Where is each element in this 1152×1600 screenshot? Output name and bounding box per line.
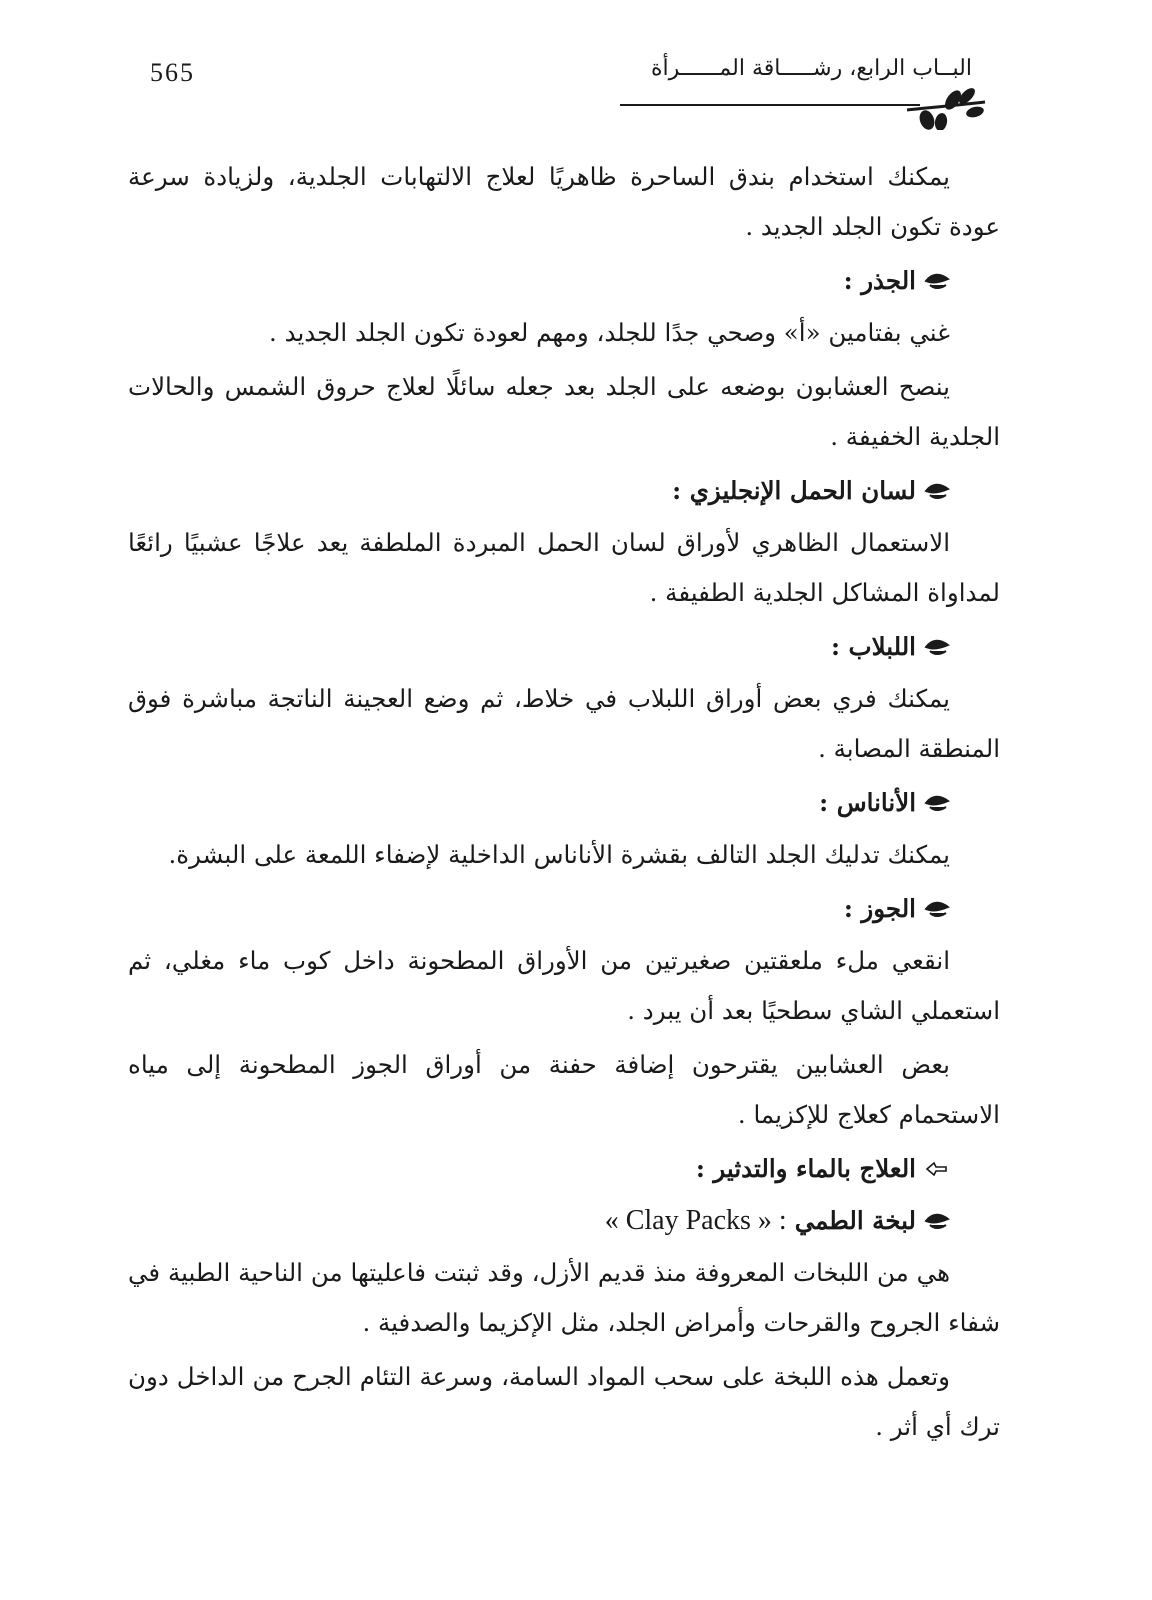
floral-bullet-icon bbox=[924, 272, 950, 290]
running-title: البــاب الرابع، رشـــــاقة المــــــرأة bbox=[650, 56, 972, 81]
paragraph: انقعي ملء ملعقتين صغيرتين من الأوراق المطحونة داخل كوب ماء مغلي، ثم استعملي الشاي سطحيًا بعد أن يبرد . bbox=[128, 946, 1000, 1025]
floral-bullet-icon bbox=[924, 1212, 950, 1230]
header-rule bbox=[620, 104, 920, 106]
floral-bullet-icon bbox=[924, 638, 950, 656]
section-heading bbox=[128, 884, 1000, 934]
leaf-branch-icon bbox=[905, 84, 990, 130]
paragraph: يمكنك تدليك الجلد التالف بقشرة الأناناس الداخلية لإضفاء اللمعة على البشرة. bbox=[168, 840, 950, 869]
paragraph: ينصح العشابون بوضعه على الجلد بعد جعله سائلًا لعلاج حروق الشمس والحالات الجلدية الخفيفة . bbox=[128, 372, 1000, 451]
paragraph: غني بفتامين «أ» وصحي جدًا للجلد، ومهم لعودة تكون الجلد الجديد . bbox=[269, 318, 950, 347]
heading-text: لبخة الطمي bbox=[794, 1206, 916, 1235]
paragraph: يمكنك استخدام بندق الساحرة ظاهريًا لعلاج الالتهابات الجلدية، ولزيادة سرعة عودة تكون الجلد الجديد . bbox=[128, 162, 1000, 241]
floral-bullet-icon bbox=[924, 794, 950, 812]
section-heading bbox=[128, 778, 1000, 828]
paragraph: يمكنك فري بعض أوراق اللبلاب في خلاط، ثم وضع العجينة الناتجة مباشرة فوق المنطقة المصابة . bbox=[128, 684, 1000, 763]
section-heading bbox=[128, 466, 1000, 516]
heading-text: الأناناس : bbox=[819, 788, 916, 817]
section-heading bbox=[128, 1144, 1000, 1194]
hand-pointer-icon bbox=[924, 1160, 950, 1178]
paragraph: وتعمل هذه اللبخة على سحب المواد السامة، وسرعة التئام الجرح من الداخل دون ترك أي أثر . bbox=[128, 1362, 1000, 1441]
paragraph: الاستعمال الظاهري لأوراق لسان الحمل المبردة الملطفة يعد علاجًا عشبيًا رائعًا لمداواة المشاكل الجلدية الطفيفة . bbox=[128, 528, 1000, 607]
heading-text: الجذر : bbox=[843, 266, 916, 295]
section-heading bbox=[128, 622, 1000, 672]
floral-bullet-icon bbox=[924, 482, 950, 500]
heading-text: لسان الحمل الإنجليزي : bbox=[672, 476, 916, 505]
paragraph: بعض العشابين يقترحون إضافة حفنة من أوراق الجوز المطحونة إلى مياه الاستحمام كعلاج للإكزيما . bbox=[128, 1050, 1000, 1129]
heading-latin-text: « Clay Packs » : bbox=[604, 1205, 787, 1236]
heading-text: العلاج بالماء والتدثير : bbox=[695, 1154, 916, 1183]
heading-text: الجوز : bbox=[843, 894, 916, 923]
section-heading bbox=[128, 1196, 1000, 1246]
section-heading bbox=[128, 256, 1000, 306]
page-number: 565 bbox=[150, 58, 195, 87]
floral-bullet-icon bbox=[924, 900, 950, 918]
paragraph: هي من اللبخات المعروفة منذ قديم الأزل، وقد ثبتت فاعليتها من الناحية الطبية في شفاء الجروح والقرحات وأمراض الجلد، مثل الإكزيما والصدفية . bbox=[128, 1258, 1000, 1337]
heading-text: اللبلاب : bbox=[830, 632, 916, 661]
page-body bbox=[128, 152, 1000, 1456]
